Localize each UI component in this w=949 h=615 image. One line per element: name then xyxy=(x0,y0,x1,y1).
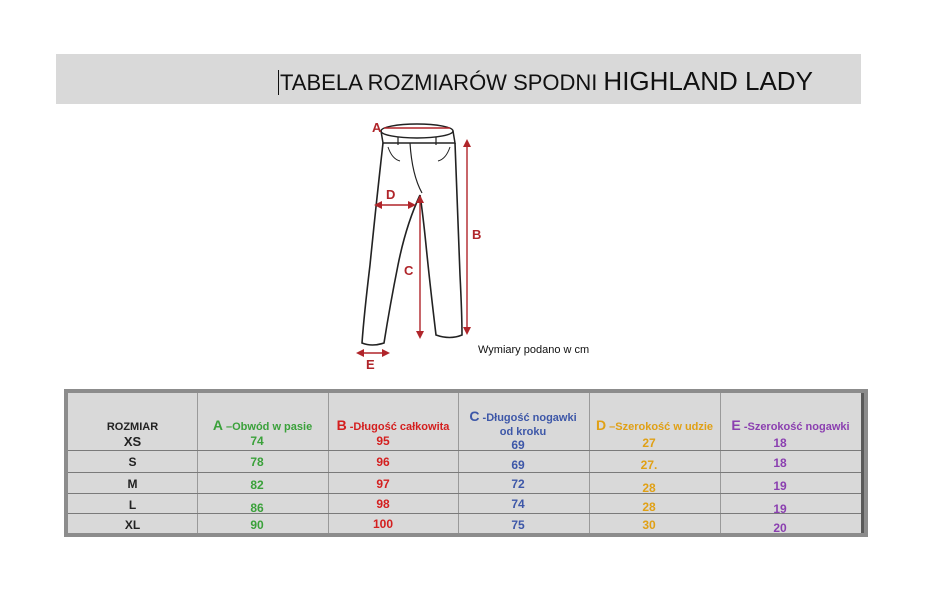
value-d: 27 xyxy=(642,436,656,450)
value-c: 69 xyxy=(511,458,525,472)
header-d: D –Szerokość w udzie xyxy=(595,417,714,433)
title-model: HIGHLAND LADY xyxy=(603,66,813,96)
size-cell: M xyxy=(127,477,138,491)
header-size: ROZMIAR xyxy=(106,421,159,433)
label-e: E xyxy=(366,357,375,372)
title-main: TABELA ROZMIARÓW SPODNI xyxy=(280,70,598,95)
value-e: 18 xyxy=(773,436,787,450)
value-c: 75 xyxy=(511,518,525,532)
value-d: 30 xyxy=(642,518,656,532)
value-b: 100 xyxy=(372,517,394,531)
size-cell: XL xyxy=(124,518,141,532)
title-bar xyxy=(56,54,861,104)
size-cell: L xyxy=(128,498,137,512)
value-d: 28 xyxy=(642,500,656,514)
value-b: 98 xyxy=(376,497,390,511)
header-e: E -Szerokość nogawki xyxy=(731,417,850,433)
value-a: 86 xyxy=(250,501,264,515)
value-b: 97 xyxy=(376,477,390,491)
value-e: 20 xyxy=(773,521,787,535)
value-d: 27. xyxy=(640,458,658,472)
size-table-body xyxy=(68,393,864,533)
trousers-illustration xyxy=(350,115,500,375)
value-d: 28 xyxy=(642,481,656,495)
header-c: C -Długość nogawki od kroku xyxy=(469,408,577,438)
page-title xyxy=(278,66,813,97)
value-a: 90 xyxy=(250,518,264,532)
value-b: 96 xyxy=(376,455,390,469)
label-a: A xyxy=(372,120,382,135)
value-a: 82 xyxy=(250,478,264,492)
value-c: 74 xyxy=(511,497,525,511)
size-cell: XS xyxy=(123,434,142,449)
trousers-diagram xyxy=(350,115,500,375)
value-e: 18 xyxy=(773,456,787,470)
value-a: 78 xyxy=(250,455,264,469)
label-d: D xyxy=(386,187,396,202)
header-b: B -Długość całkowita xyxy=(336,417,450,433)
label-b: B xyxy=(472,227,482,242)
value-c: 69 xyxy=(511,438,525,452)
value-b: 95 xyxy=(376,434,390,448)
size-cell: S xyxy=(128,455,137,469)
value-c: 72 xyxy=(511,477,525,491)
header-a: A –Obwód w pasie xyxy=(212,417,313,433)
value-e: 19 xyxy=(773,502,787,516)
label-c: C xyxy=(404,263,414,278)
value-e: 19 xyxy=(773,479,787,493)
value-a: 74 xyxy=(250,434,264,448)
size-table xyxy=(64,389,868,537)
units-note: Wymiary podano w cm xyxy=(478,344,590,356)
